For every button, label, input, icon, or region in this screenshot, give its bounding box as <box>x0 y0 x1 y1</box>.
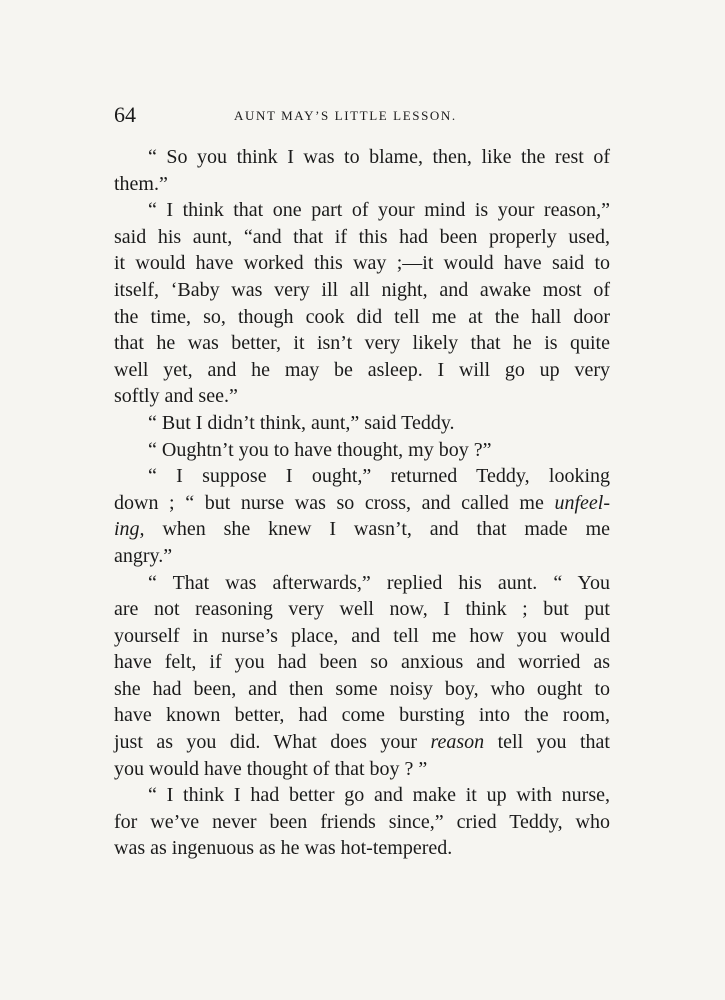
running-title: AUNT MAY’S LITTLE LESSON. <box>234 108 457 123</box>
text-line: “ So you think I was to blame, then, like the rest of <box>148 146 610 168</box>
text-line: was as ingenuous as he was hot-tempered. <box>114 837 453 860</box>
text-line: “ Oughtn’t you to have thought, my boy ?” <box>148 438 492 461</box>
text-line: them.” <box>114 172 168 195</box>
paragraph <box>114 197 610 410</box>
text-line: you would have thought of that boy ? ” <box>114 757 428 780</box>
text-line: “ But I didn’t think, aunt,” said Teddy. <box>148 411 455 434</box>
paragraph <box>114 782 610 862</box>
text-line <box>114 729 610 756</box>
text-line: itself, ‘Baby was very ill all night, and awake most of <box>114 278 610 301</box>
text-fragment: down ; “ but nurse was so cross, and called me <box>114 491 555 514</box>
page-header <box>114 100 610 134</box>
text-line: she had been, and then some noisy boy, who ought to <box>114 677 610 700</box>
text-fragment: tell you that <box>484 731 610 754</box>
text-line <box>114 516 610 543</box>
text-line: for we’ve never been friends since,” cried Teddy, who <box>114 810 610 833</box>
body-text <box>114 144 610 862</box>
text-line: yourself in nurse’s place, and tell me how you would <box>114 624 610 647</box>
text-fragment: just as you did. What does your <box>114 731 431 754</box>
text-fragment: when she knew I wasn’t, and that made me <box>144 518 610 541</box>
text-line: are not reasoning very well now, I think ; but put <box>114 598 610 621</box>
italic-word: ing, <box>114 518 145 541</box>
paragraph <box>114 463 610 569</box>
text-line: “ I suppose I ought,” returned Teddy, looking <box>148 465 610 488</box>
paragraph <box>114 144 610 197</box>
paragraph <box>114 437 610 464</box>
italic-word: unfeel- <box>554 491 610 514</box>
text-line: “ I think that one part of your mind is your reason,” <box>148 199 610 222</box>
text-line: the time, so, though cook did tell me at the hall door <box>114 305 610 328</box>
text-line: “ That was afterwards,” replied his aunt. “ You <box>148 571 610 594</box>
text-line: have felt, if you had been so anxious and worried as <box>114 651 610 674</box>
text-line: angry.” <box>114 544 173 567</box>
text-line: “ I think I had better go and make it up with nurse, <box>148 784 610 807</box>
paragraph <box>114 410 610 437</box>
text-line <box>114 490 610 517</box>
paragraph <box>114 570 610 783</box>
text-line: said his aunt, “and that if this had been properly used, <box>114 225 610 248</box>
text-line: that he was better, it isn’t very likely that he is quite <box>114 332 610 355</box>
page-number: 64 <box>114 102 136 127</box>
text-line: it would have worked this way ;—it would have said to <box>114 252 610 275</box>
italic-word: reason <box>430 731 485 754</box>
text-line: well yet, and he may be asleep. I will go up very <box>114 358 610 381</box>
text-line: have known better, had come bursting into the room, <box>114 704 610 727</box>
text-line: softly and see.” <box>114 385 238 408</box>
